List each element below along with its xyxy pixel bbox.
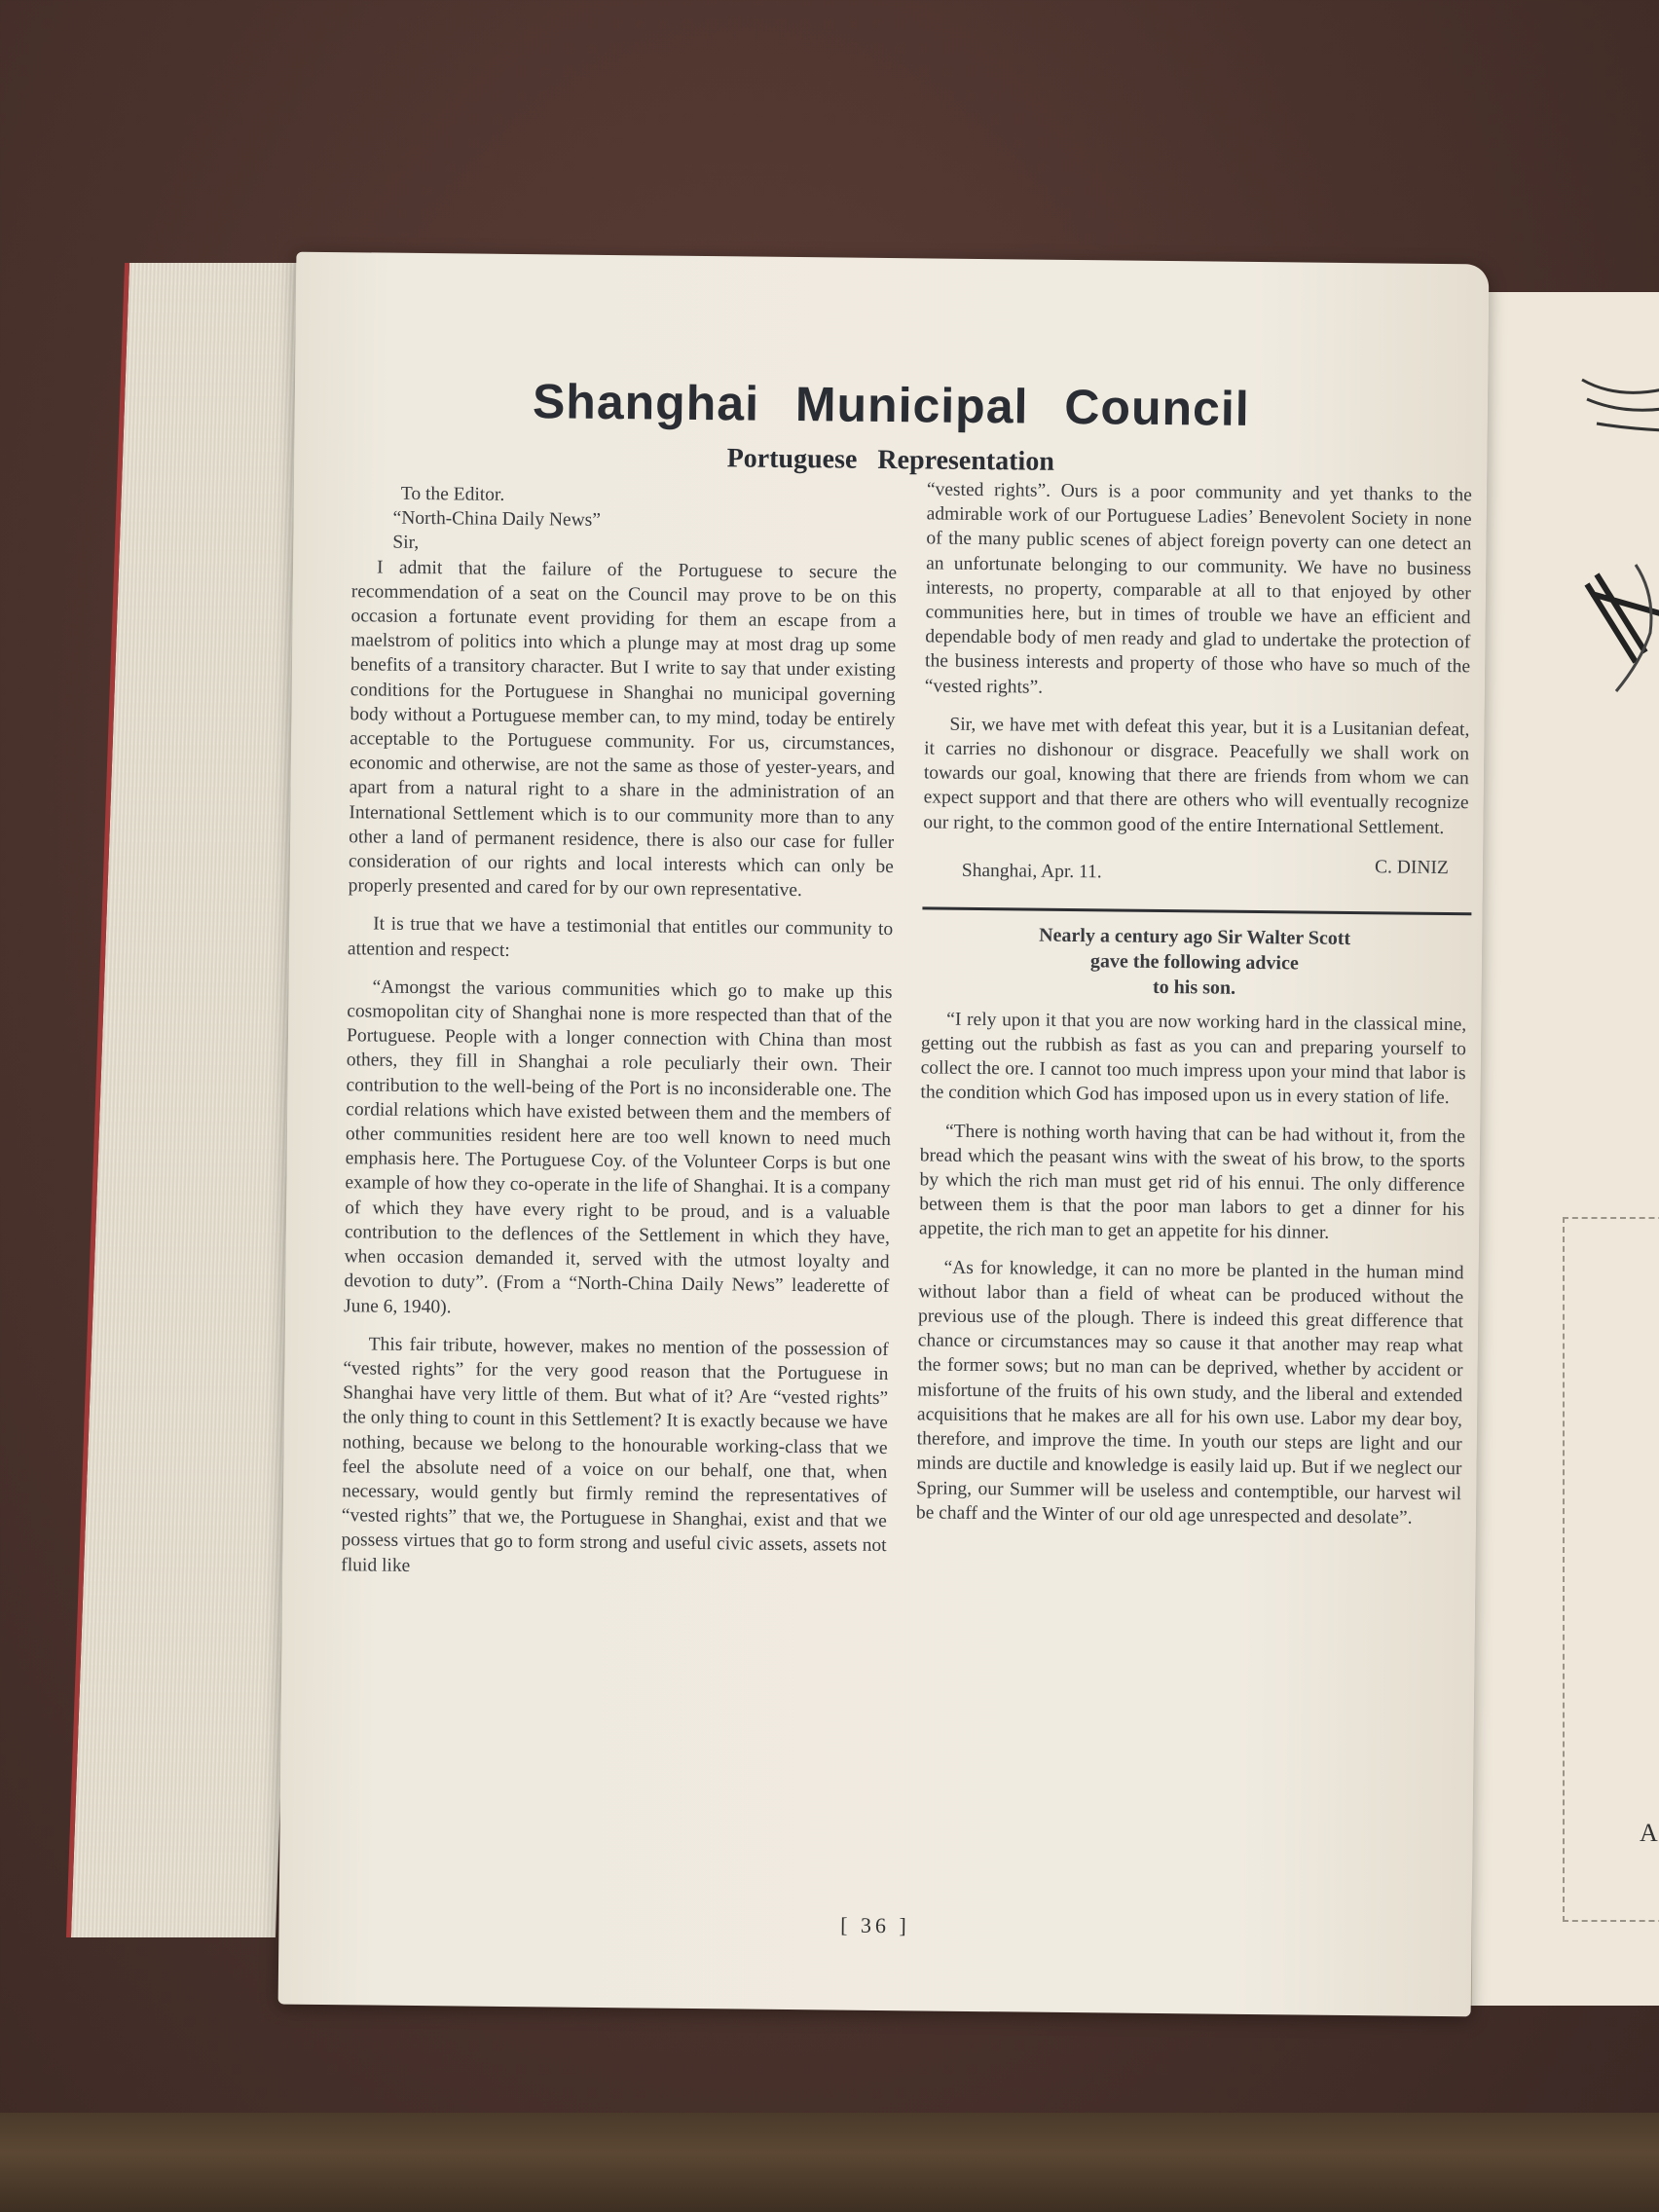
scott-paragraph: “I rely upon it that you are now working hard in the classical mine, getting out the rubbish as fast as you can and preparing yourself to collect the ore. I cannot too much impress upon your mind that labor is the condition which God has imposed upon us in every station of life. (920, 1009, 1467, 1109)
page-subtitle: Portuguese Representation (726, 443, 1055, 477)
facing-page-letter: A (1640, 1819, 1658, 1847)
divider-rule (922, 906, 1471, 915)
scott-heading (921, 921, 1467, 1003)
heading-line: to his son. (1152, 976, 1236, 999)
page-title: Shanghai Municipal Council (532, 374, 1250, 436)
desk-edge (0, 2113, 1659, 2212)
facing-page-box (1563, 1217, 1659, 1922)
letter-signoff (923, 850, 1468, 895)
scott-paragraph: “As for knowledge, it can no more be planted in the human mind without labor than a field of wheat can be produced without the previous use of the plough. There is indeed this great difference that chance or circumstances may so cause it that another may reap what the former sows; but no man can be deprived, whether by accident or misfortune of the fruits of his own study, and the liberal and extended acquisitions that he makes are all for his own use. Labor my dear boy, therefore, and improve the time. In youth our steps are light and our minds are ductile and knowledge is easily laid up. But if we neglect our Spring, our Summer will be useless and contemptible, our harvest wil be chaff and the Winter of our old age unrespected and desolate”. (915, 1257, 1464, 1529)
signature: C. DINIZ (1374, 857, 1450, 878)
letter-paragraph: This fair tribute, however, makes no mention of the possession of “vested rights” for the very good reason that the Portuguese in Shanghai have very little of them. But what of it? Are “vested rights” the only thing to count in this Settlement? It is exactly because we have nothing, because we belong to the honourable working-class that we feel the absolute need of a voice on our behalf, one that, when necessary, would gently but firmly remind the representatives of “vested rights” that we, the Portuguese in Shanghai, exist and that we possess virtues that go to form strong and useful civic assets, assets not fluid like (341, 1334, 889, 1576)
book-page (278, 252, 1490, 2017)
page-number: [ 36 ] (840, 1912, 910, 1938)
letter-paragraph: I admit that the failure of the Portuguese to secure the recommendation of a seat on the Council may prove to be on this occasion a fortunate event providing for them an escape from a maelstrom of politics into which a plunge may at most drag up some benefits of a transitory character. But I write to say that under existing conditions for the Portuguese in Shanghai no municipal governing body without a Portuguese member can, to my mind, today be entirely acceptable to the Portuguese community. For us, circumstances, economic and otherwise, are not the same as those of yester-years, and apart from a natural right to a share in the administration of an International Settlement which is to our community more than to any other a land of permanent residence, there is also our case for fuller consideration of our rights and local interests which can only be properly presented and cared for by our own representative. (348, 557, 898, 902)
addressee-line: “North-China Daily News” (392, 507, 602, 532)
heading-line: gave the following advice (1089, 950, 1299, 975)
letter-paragraph: “vested rights”. Ours is a poor community and yet thanks to the admirable work of our Portuguese Ladies’ Benevolent Society in none of the many public scenes of abject foreign poverty can one detect an an unfortunate belonging to our community. We have no business interests, no property, comparable at all to that enjoyed by other communities here, but in times of trouble we have an efficient and dependable body of men ready and glad to undertake the protection of the business interests and property of those who have so much of the “vested rights”. (924, 479, 1473, 698)
letter-paragraph: Sir, we have met with defeat this year, but it is a Lusitanian defeat, it carries no dishonour or disgrace. Peacefully we shall work on towards our goal, knowing that there are friends from whom we can expect support and that there are others who will eventually recognize our right, to the common good of the entire International Settlement. (923, 714, 1470, 838)
right-column (916, 477, 1472, 1530)
letter-address (351, 481, 898, 560)
addressee-line: To the Editor. (400, 483, 505, 505)
salutation: Sir, (392, 533, 420, 554)
quoted-testimonial: “Amongst the various communities which go to make up this cosmopolitan city of Shanghai none is more respected than that of the Portuguese. People with a longer connection with China than most others, they fill in Shanghai a role peculiarly their own. Their contribution to the well-being of the Port is no inconsiderable one. The cordial relations which have existed between them and the members of other communities resident here are too well known to need much emphasis here. The Portuguese Coy. of the Volunteer Corps is but one example of how they co-operate in the life of Shanghai. It is a company of which they have every right to be proud, and is a valuable contribution to the deflences of the Settlement in which they have, when occasion demanded it, served with the utmost loyalty and devotion to duty”. (From a “North-China Daily News” leaderette of June 6, 1940). (344, 977, 893, 1317)
scott-paragraph: “There is nothing worth having that can be had without it, from the bread which the peasant wins with the sweat of his brow, to the sports by which the rich man must get rid of his ennui. The only difference between them is that the poor man labors to get a dinner for his appetite, the rich man to get an appetite for his dinner. (918, 1121, 1466, 1244)
heading-line: Nearly a century ago Sir Walter Scott (1039, 924, 1351, 949)
left-column (341, 481, 898, 1583)
facing-page-illustration (1577, 370, 1659, 740)
place-date: Shanghai, Apr. 11. (961, 860, 1102, 883)
letter-paragraph: It is true that we have a testimonial that entitles our community to attention and respect: (347, 913, 894, 961)
